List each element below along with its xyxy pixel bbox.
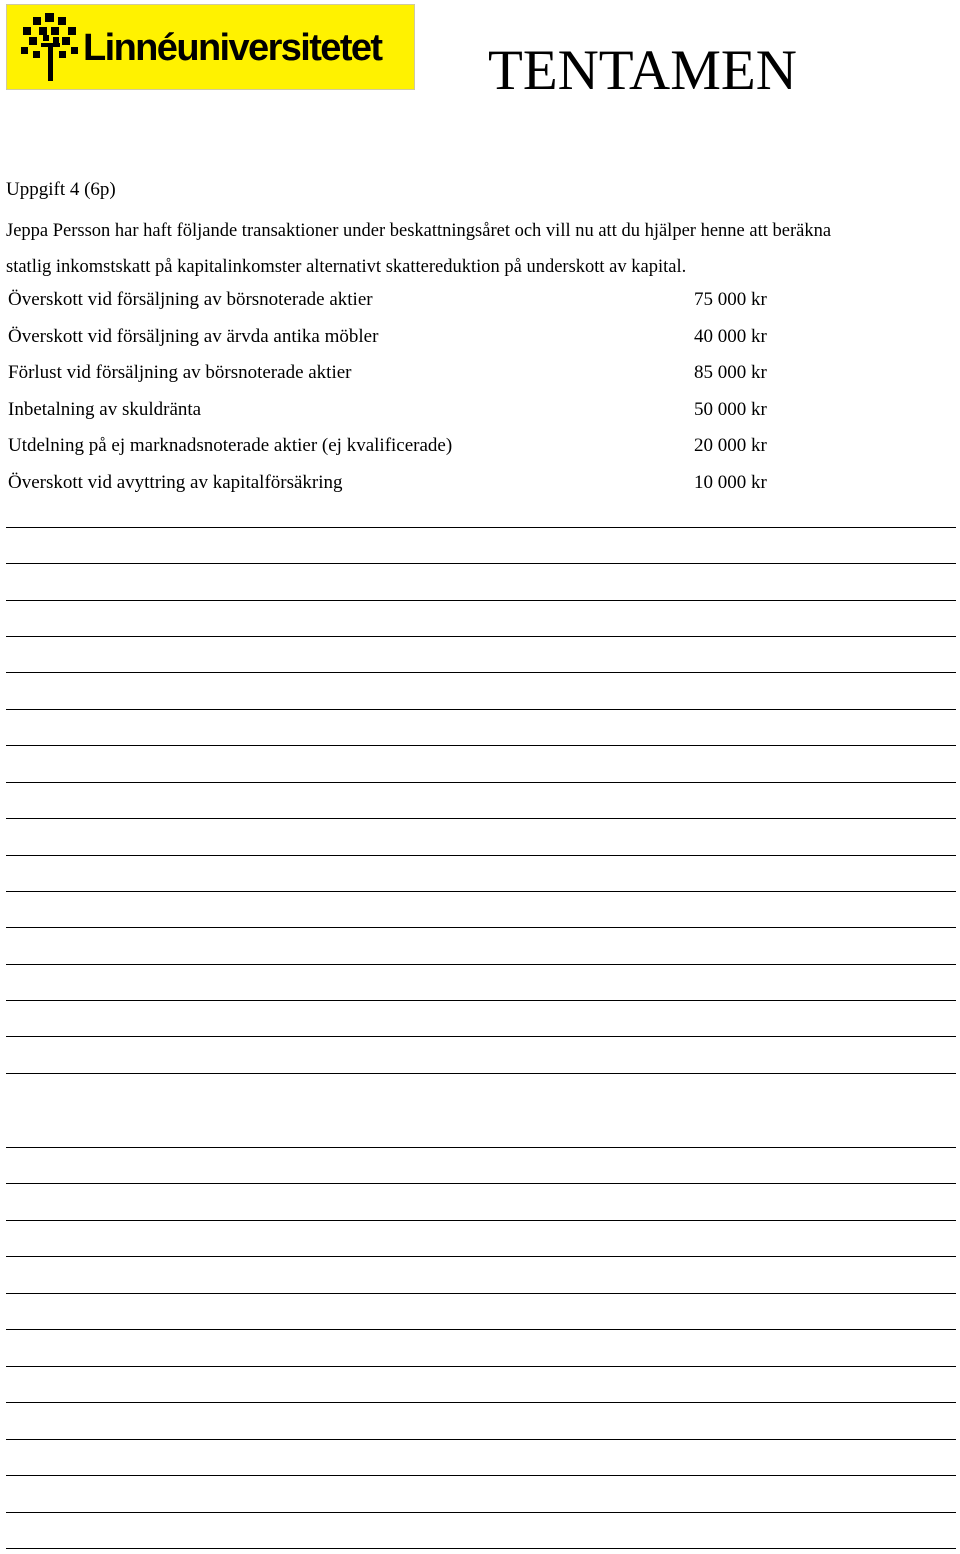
page-title: TENTAMEN — [488, 39, 797, 102]
answer-line[interactable] — [6, 672, 956, 673]
answer-line[interactable] — [6, 600, 956, 601]
answer-area[interactable] — [6, 0, 956, 1554]
answer-line[interactable] — [6, 891, 956, 892]
task-heading: Uppgift 4 (6p) — [6, 179, 116, 200]
answer-line[interactable] — [6, 927, 956, 928]
answer-line[interactable] — [6, 745, 956, 746]
answer-line[interactable] — [6, 563, 956, 564]
intro-line: statlig inkomstskatt på kapitalinkomster alternativt skattereduktion på underskott av kapital. — [6, 257, 687, 277]
answer-line[interactable] — [6, 964, 956, 965]
answer-line[interactable] — [6, 1000, 956, 1001]
answer-line[interactable] — [6, 636, 956, 637]
answer-line[interactable] — [6, 1366, 956, 1367]
answer-line[interactable] — [6, 1183, 956, 1184]
answer-line[interactable] — [6, 782, 956, 783]
answer-line[interactable] — [6, 1073, 956, 1074]
item-amount: 50 000 kr — [694, 398, 767, 420]
item-label: Överskott vid försäljning av ärvda antika möbler — [8, 325, 379, 347]
logo-wordmark: Linnéuniversitetet — [83, 27, 382, 69]
item-label: Överskott vid avyttring av kapitalförsäkring — [8, 471, 343, 493]
item-label: Förlust vid försäljning av börsnoterade aktier — [8, 362, 352, 383]
answer-line[interactable] — [6, 1439, 956, 1440]
answer-line[interactable] — [6, 1512, 956, 1513]
answer-line[interactable] — [6, 1548, 956, 1549]
answer-line[interactable] — [6, 1220, 956, 1221]
item-label: Överskott vid försäljning av börsnoterade aktier — [8, 289, 373, 310]
answer-line[interactable] — [6, 1256, 956, 1257]
item-amount: 85 000 kr — [694, 362, 767, 383]
intro-line: Jeppa Persson har haft följande transaktioner under beskattningsåret och vill nu att du hjälper henne att beräkna — [6, 221, 832, 241]
answer-line[interactable] — [6, 1036, 956, 1037]
answer-line[interactable] — [6, 818, 956, 819]
answer-line[interactable] — [6, 709, 956, 710]
answer-line[interactable] — [6, 855, 956, 856]
answer-line[interactable] — [6, 1402, 956, 1403]
answer-line[interactable] — [6, 1147, 956, 1148]
item-label: Utdelning på ej marknadsnoterade aktier (ej kvalificerade) — [8, 435, 453, 456]
item-label: Inbetalning av skuldränta — [8, 398, 202, 420]
item-amount: 40 000 kr — [694, 325, 767, 347]
answer-line[interactable] — [6, 1329, 956, 1330]
answer-line[interactable] — [6, 1475, 956, 1476]
item-amount: 75 000 kr — [694, 289, 767, 310]
answer-line[interactable] — [6, 527, 956, 528]
item-amount: 10 000 kr — [694, 471, 767, 493]
answer-line[interactable] — [6, 1293, 956, 1294]
item-amount: 20 000 kr — [694, 435, 767, 456]
